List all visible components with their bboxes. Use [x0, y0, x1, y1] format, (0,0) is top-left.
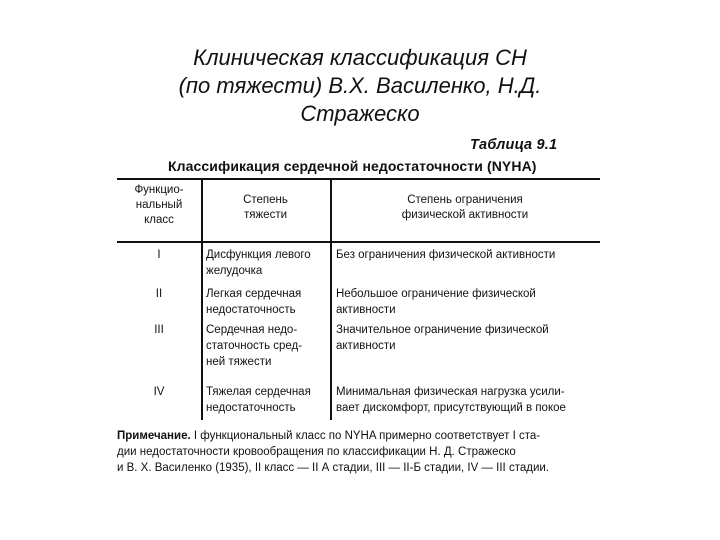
cell-line: активности: [336, 304, 396, 316]
table-heading: Классификация сердечной недостаточности (NYHA): [168, 158, 537, 174]
limitation-cell: [336, 286, 601, 318]
table-note: [117, 428, 607, 476]
cell-line: Небольшое ограничение физической: [336, 288, 536, 300]
cell-line: Сердечная недо-: [206, 324, 298, 336]
header-line: нальный: [135, 199, 183, 211]
severity-cell: [206, 322, 331, 370]
note-line-2: дии недостаточности кровообращения по классификации Н. Д. Стражеско: [117, 446, 516, 458]
table-header-rule: [117, 241, 600, 243]
slide-title-line-2: (по тяжести) В.Х. Василенко, Н.Д.: [178, 73, 542, 98]
note-text: I функциональный класс по NYHA примерно соответствует I ста-: [193, 430, 541, 442]
limitation-cell: [336, 384, 601, 416]
cell-line: Значительное ограничение физической: [336, 324, 549, 336]
note-line-3: и В. Х. Василенко (1935), II класс — II А стадии, III — II-Б стадии, IV — III стадии.: [117, 462, 549, 474]
table-caption: Таблица 9.1: [470, 137, 558, 153]
cell-line: Дисфункция левого: [206, 249, 311, 261]
header-line: Степень: [243, 194, 288, 206]
note-label: Примечание.: [117, 430, 191, 442]
header-line: тяжести: [243, 209, 288, 221]
class-cell: IV: [153, 386, 165, 398]
column-header-functional-class: [117, 183, 201, 228]
class-cell: III: [154, 324, 164, 336]
column-header-severity: [201, 193, 330, 223]
class-cell: II: [155, 288, 163, 300]
slide-title-line-3: Стражеско: [300, 101, 420, 126]
cell-line: Тяжелая сердечная: [206, 386, 311, 398]
cell-line: активности: [336, 340, 396, 352]
column-header-limitation: [330, 193, 600, 223]
severity-cell: [206, 247, 331, 279]
cell-line: Легкая сердечная: [206, 288, 302, 300]
header-line: класс: [144, 214, 174, 226]
cell-line: ней тяжести: [206, 356, 272, 368]
severity-cell: [206, 286, 331, 318]
cell-line: недостаточность: [206, 304, 296, 316]
limitation-cell: [336, 322, 601, 354]
cell-line: Минимальная физическая нагрузка усили-: [336, 386, 565, 398]
class-cell: I: [157, 249, 161, 261]
slide-title: [90, 44, 630, 128]
cell-line: Без ограничения физической активности: [336, 249, 556, 261]
table-top-rule: [117, 178, 600, 180]
severity-cell: [206, 384, 331, 416]
cell-line: статочность сред-: [206, 340, 303, 352]
limitation-cell: [336, 247, 601, 263]
cell-line: вает дискомфорт, присутствующий в покое: [336, 402, 566, 414]
header-line: Степень ограничения: [407, 194, 523, 206]
cell-line: желудочка: [206, 265, 263, 277]
slide-title-line-1: Клиническая классификация СН: [193, 45, 527, 70]
header-line: физической активности: [401, 209, 529, 221]
header-line: Функцио-: [134, 184, 184, 196]
cell-line: недостаточность: [206, 402, 296, 414]
note-line-1: [117, 428, 607, 444]
